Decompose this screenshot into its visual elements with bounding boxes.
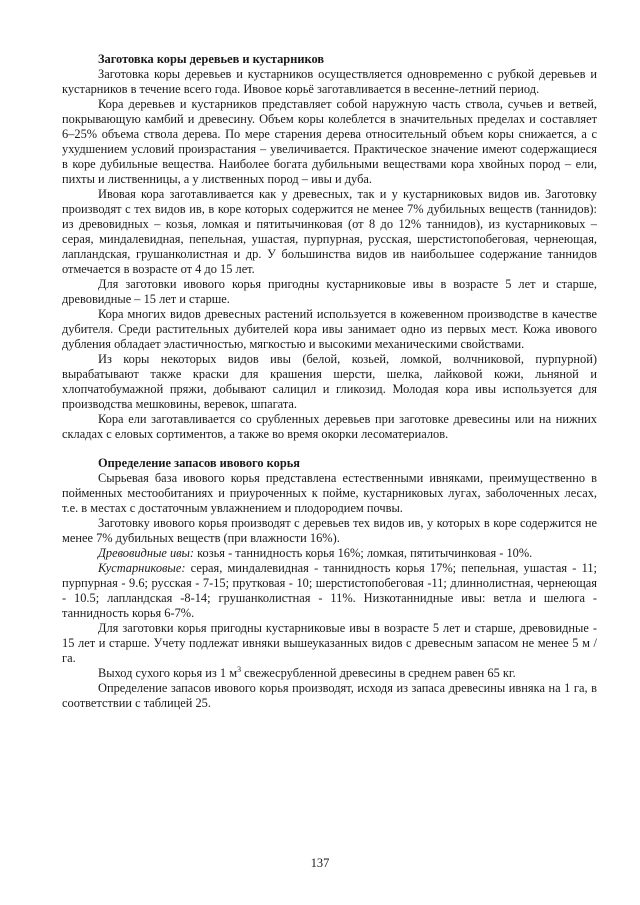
section-heading-bark-harvesting: Заготовка коры деревьев и кустарников (98, 52, 325, 66)
paragraph: Ивовая кора заготавливается как у древесных, так и у кустарниковых видов ив. Заготовку производят с тех видов ив, в коре которых содержится не менее 7% дубильных веществ (таннидов): из древовидных – козья, ломкая и пятитычинковая (от 8 до 12% таннидов), из кустарниковых – серая, миндалевидная, пепельная, ушастая, пурпурная, русская, шерстистопобеговая, чернеющая, лапландская, грушанколистная и др. У большинства видов ив наибольшее содержание таннидов отмечается в возрасте от 4 до 15 лет. (62, 187, 597, 276)
paragraph-bark-yield (62, 666, 597, 681)
paragraph: Сырьевая база ивового корья представлена естественными ивняками, преимущественно в пойменных местообитаниях и приуроченных к пойме, кустарниковых лугах, заболоченных лесах, т.е. в местах с достаточным увлажнением и плодородием почвы. (62, 471, 597, 515)
paragraph-shrub-willows (62, 561, 597, 621)
paragraph: Определение запасов ивового корья производят, исходя из запаса древесины ивняка на 1 га, в соответствии с таблицей 25. (62, 681, 597, 710)
paragraph: Кора ели заготавливается со срубленных деревьев при заготовке древесины или на нижних складах с еловых сортиментов, а также во время окорки лесоматериалов. (62, 412, 597, 441)
section-heading-willow-bark-reserves: Определение запасов ивового корья (98, 456, 300, 470)
text-segment: свежесрубленной древесины в среднем равен 65 кг. (241, 666, 516, 680)
superscript: 3 (237, 664, 242, 674)
spacer (62, 442, 597, 456)
label-tree-willows: Древовидные ивы: (98, 546, 195, 560)
text-shrub-willows: серая, миндалевидная - таннидность корья 17%; пепельная, ушастая - 11; пурпурная - 9.6; русская - 7-15; прутковая - 10; шерстистопобеговая -11; длиннолистная, чернеющая - 10.5; лапландская -8-14; грушанколистная - 11%. Низкотаннидные ивы: ветла и шелюга - таннидность корья 6-7%. (62, 561, 597, 620)
page-number: 137 (310, 856, 330, 870)
paragraph-tree-willows (62, 546, 597, 561)
paragraph: Для заготовки корья пригодны кустарниковые ивы в возрасте 5 лет и старше, древовидные - 15 лет и старше. Учету подлежат ивняки вышеуказанных видов с древесным запасом не менее 5 м /га. (62, 621, 597, 665)
paragraph: Заготовка коры деревьев и кустарников осуществляется одновременно с рубкой деревьев и кустарников в течение всего года. Ивовое корьё заготавливается в весенне-летний период. (62, 67, 597, 96)
paragraph: Кора деревьев и кустарников представляет собой наружную часть ствола, сучьев и ветвей, покрывающую камбий и древесину. Объем коры колеблется в значительных пределах и составляет 6–25% объема ствола дерева. По мере старения дерева относительный объем коры снижается, а с ухудшением условий произрастания – увеличивается. Практическое значение имеют содержащиеся в коре дубильные вещества. Наиболее богата дубильными веществами кора хвойных пород – ели, пихты и лиственницы, а у лиственных пород – ивы и дуба. (62, 97, 597, 186)
paragraph: Кора многих видов древесных растений используется в кожевенном производстве в качестве дубителя. Среди растительных дубителей кора ивы занимает одно из первых мест. Кожа ивового дубления обладает эластичностью, мягкостью и высокими механическими свойствами. (62, 307, 597, 351)
text-tree-willows: козья - таннидность корья 16%; ломкая, пятитычинковая - 10%. (194, 546, 533, 560)
paragraph: Для заготовки ивового корья пригодны кустарниковые ивы в возрасте 5 лет и старше, древовидные – 15 лет и старше. (62, 277, 597, 306)
label-shrub-willows: Кустарниковые: (98, 561, 186, 575)
text-segment: Выход сухого корья из 1 м (98, 666, 238, 680)
paragraph: Из коры некоторых видов ивы (белой, козьей, ломкой, волчниковой, пурпурной) вырабатывают также краски для крашения шерсти, шелка, лайковой кожи, льняной и хлопчатобумажной пряжи, добывают салицил и гликозид. Молодая кора ивы используется для производства мешковины, веревок, шпагата. (62, 352, 597, 411)
paragraph: Заготовку ивового корья производят с деревьев тех видов ив, у которых в коре содержится не менее 7% дубильных веществ (при влажности 16%). (62, 516, 597, 545)
page-content (62, 52, 597, 711)
